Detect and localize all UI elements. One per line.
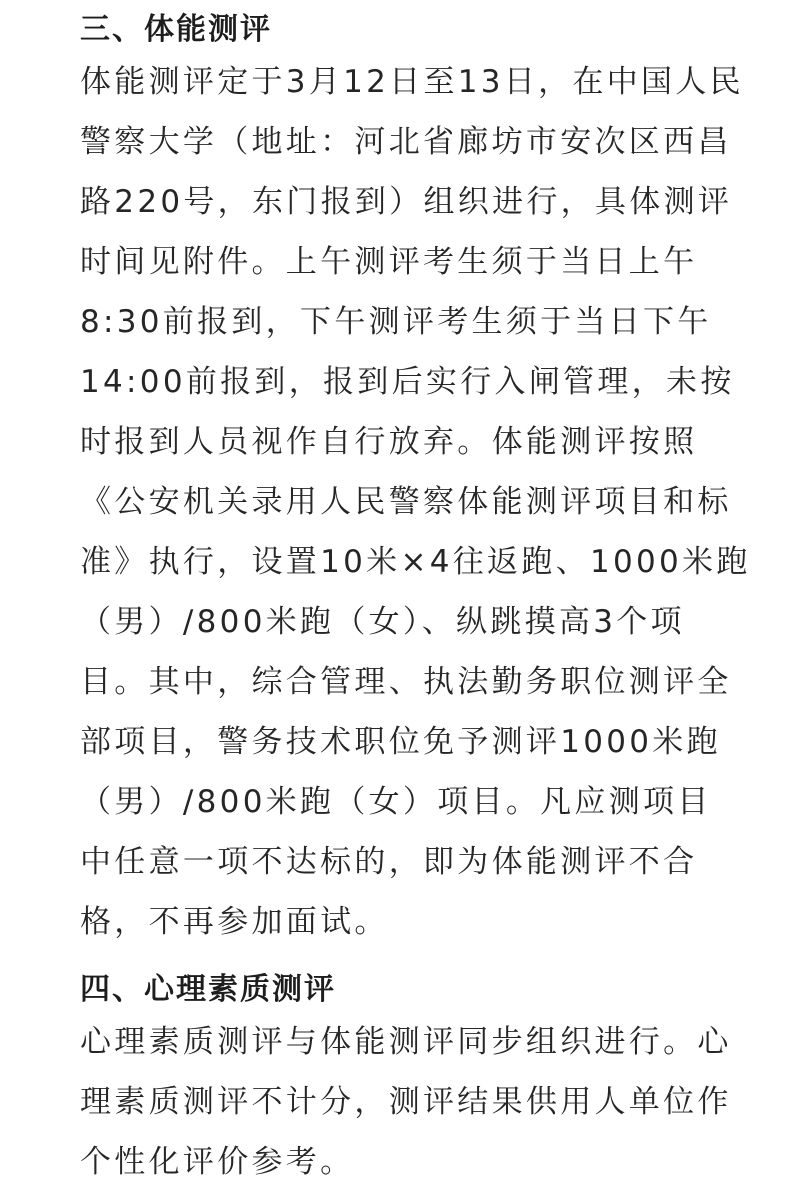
- paragraph-line: （男）/800米跑（女）、纵跳摸高3个项: [80, 604, 685, 640]
- paragraph-line: 心理素质测评与体能测评同步组织进行。心: [80, 1024, 732, 1060]
- paragraph-line: 时报到人员视作自行放弃。体能测评按照: [80, 424, 698, 460]
- paragraph-line: 理素质测评不计分，测评结果供用人单位作: [80, 1084, 732, 1120]
- paragraph-line: 路220号，东门报到）组织进行，具体测评: [80, 184, 733, 220]
- section-heading-psychological-test: 四、心理素质测评: [80, 972, 336, 1007]
- paragraph-line: 8:30前报到，下午测评考生须于当日下午: [80, 304, 712, 340]
- paragraph-line: 目。其中，综合管理、执法勤务职位测评全: [80, 664, 732, 700]
- paragraph-line: 格，不再参加面试。: [80, 904, 389, 940]
- paragraph-line: 中任意一项不达标的，即为体能测评不合: [80, 844, 698, 880]
- paragraph-line: 体能测评定于3月12日至13日，在中国人民: [80, 64, 744, 100]
- paragraph-line: 警察大学（地址：河北省廊坊市安次区西昌: [80, 124, 732, 160]
- paragraph-line: 14:00前报到，报到后实行入闸管理，未按: [80, 364, 735, 400]
- paragraph-line: 部项目，警务技术职位免予测评1000米跑: [80, 724, 721, 760]
- paragraph-line: 《公安机关录用人民警察体能测评项目和标: [80, 484, 732, 520]
- paragraph-line: 时间见附件。上午测评考生须于当日上午: [80, 244, 698, 280]
- paragraph-line: （男）/800米跑（女）项目。凡应测项目: [80, 784, 712, 820]
- section-heading-physical-test: 三、体能测评: [80, 12, 272, 47]
- paragraph-line: 个性化评价参考。: [80, 1144, 355, 1180]
- paragraph-line: 准》执行，设置10米×4往返跑、1000米跑: [80, 544, 751, 580]
